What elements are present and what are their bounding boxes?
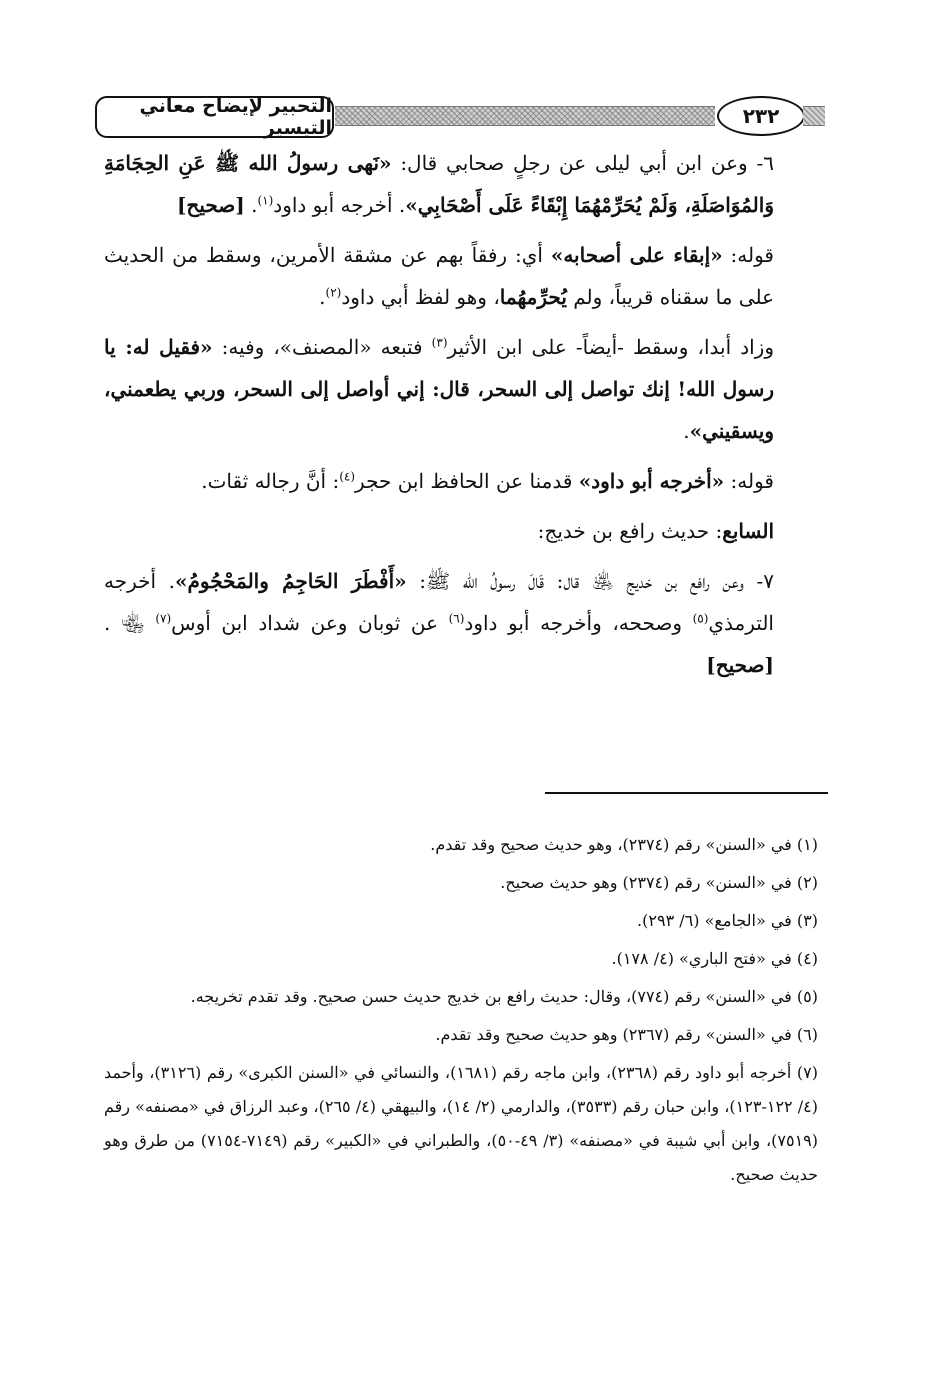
hadith-6-lead: ٦- وعن ابن أبي ليلى عن رجلٍ صحابي قال: (391, 151, 774, 175)
grade-sahih-2: [صحيح] (706, 653, 774, 677)
footnote-2: (٢) في «السنن» رقم (٢٣٧٤) وهو حديث صحيح. (500, 873, 818, 892)
page-number: ٢٣٢ (717, 96, 805, 136)
commentary-1-quote: «إبقاء على أصحابه» (550, 243, 723, 267)
commentary-1-lead: قوله: (722, 243, 774, 267)
footnote-ref-3[interactable]: (٣) (431, 335, 448, 350)
footnote-5: (٥) في «السنن» رقم (٧٧٤)، وقال: حديث رافع بن خديج حديث حسن صحيح. وقد تقدم تخريجه. (190, 987, 818, 1006)
footnotes (104, 828, 818, 1196)
grade-sahih-1: [صحيح] (176, 193, 245, 217)
hadith-7 (104, 560, 818, 686)
footnote-ref-1[interactable]: (١) (257, 193, 274, 208)
hadith-6-end: . (244, 193, 258, 217)
page-header (95, 92, 820, 144)
hadith-7-quote: «أَفْطَرَ الحَاجِمُ والمَحْجُومُ» (174, 569, 407, 593)
footnote-3: (٣) في «الجامع» (٦/ ٢٩٣). (637, 911, 818, 930)
section-heading-text: : حديث رافع بن خديج: (537, 519, 723, 543)
header-ornament (335, 106, 715, 126)
footnote-1: (١) في «السنن» رقم (٢٣٧٤)، وهو حديث صحيح وقد تقدم. (430, 835, 818, 854)
footnote-4: (٤) في «فتح الباري» (٤/ ١٧٨). (611, 949, 818, 968)
footnote-6: (٦) في «السنن» رقم (٢٣٦٧) وهو حديث صحيح وقد تقدم. (435, 1025, 818, 1044)
footnote-ref-7[interactable]: (٧) (155, 611, 172, 626)
commentary-2 (104, 326, 818, 452)
header-ornament-tail (803, 106, 825, 126)
commentary-1-end: . (319, 285, 326, 309)
commentary-2-mid: فتبعه «المصنف»، وفيه: (212, 335, 432, 359)
commentary-1-tail: أي: رفقاً بهم عن مشقة الأمرين، وسقط من الحديث على ما سقناه قريباً، ولم (104, 243, 774, 309)
hadith-7-mid4: ﵄ . (104, 611, 156, 635)
hadith-7-mid2: وصححه، وأخرجه أبو داود (464, 611, 693, 635)
section-seventh (104, 510, 818, 552)
commentary-3-end: : أنَّ رجاله ثقات. (201, 469, 340, 493)
commentary-2-end: . (683, 419, 690, 443)
commentary-3-mid: قدمنا عن الحافظ ابن حجر (355, 469, 579, 493)
commentary-1-bold-word: يُحرِّمهُما (499, 285, 567, 309)
running-title: التحبير لإيضاح معاني التيسير (95, 96, 334, 138)
hadith-7-mid: . أخرجه الترمذي (104, 569, 774, 635)
commentary-1-tail2: ، وهو لفظ أبي داود (341, 285, 500, 309)
footnote-ref-2[interactable]: (٢) (325, 285, 342, 300)
footnote-ref-6[interactable]: (٦) (448, 611, 465, 626)
commentary-3-quote: «أخرجه أبو داود» (578, 469, 725, 493)
footnote-ref-5[interactable]: (٥) (692, 611, 709, 626)
footnote-7: (٧) أخرجه أبو داود رقم (٢٣٦٨)، وابن ماجه رقم (١٦٨١)، والنسائي في «السنن الكبرى» رقم (٣١٢٦)، وأحمد (٤/ ١٢٢-١٢٣)، وابن حبان رقم (٣٥٣٣)، والدارمي (٢/ ١٤)، والبيهقي (٤/ ٢٦٥)، وعبد الرزاق في «مصنفه» رقم (٧٥١٩)، وابن أبي شيبة في «مصنفه» (٣/ ٤٩-٥٠)، والطبراني في «الكبير» رقم (٧١٤٩-٧١٥٤) من طرق وهو حديث صحيح. (104, 1063, 819, 1184)
commentary-3-lead: قوله: (724, 469, 774, 493)
hadith-7-lead: ٧- وعن رافع بن خديج ﵁ قال: قَالَ رسولُ الله ﷺ: (406, 569, 774, 593)
hadith-7-mid3: عن ثوبان وعن شداد ابن أوس (171, 611, 449, 635)
hadith-6 (104, 142, 818, 226)
commentary-3 (104, 460, 818, 502)
main-text (104, 142, 818, 694)
footnote-separator (545, 792, 828, 794)
footnote-ref-4[interactable]: (٤) (339, 469, 356, 484)
commentary-2-lead: وزاد أبدا، وسقط -أيضاً- على ابن الأثير (447, 335, 774, 359)
hadith-6-tail: . أخرجه أبو داود (273, 193, 406, 217)
section-heading: السابع (722, 519, 774, 543)
hadith-6-quote: «نَهى رسولُ الله ﷺ عَنِ الحِجَامَةِ وَالمُوَاصَلَةِ، وَلَمْ يُحَرِّمْهُمَا إِبْقَاءً عَلَى أَصْحَابِي» (104, 151, 774, 217)
commentary-1 (104, 234, 818, 318)
commentary-2-quote: «فقيل له: يا رسول الله! إنك تواصل إلى السحر، قال: إني أواصل إلى السحر، وربي يطعمني، ويسقيني» (104, 335, 774, 443)
